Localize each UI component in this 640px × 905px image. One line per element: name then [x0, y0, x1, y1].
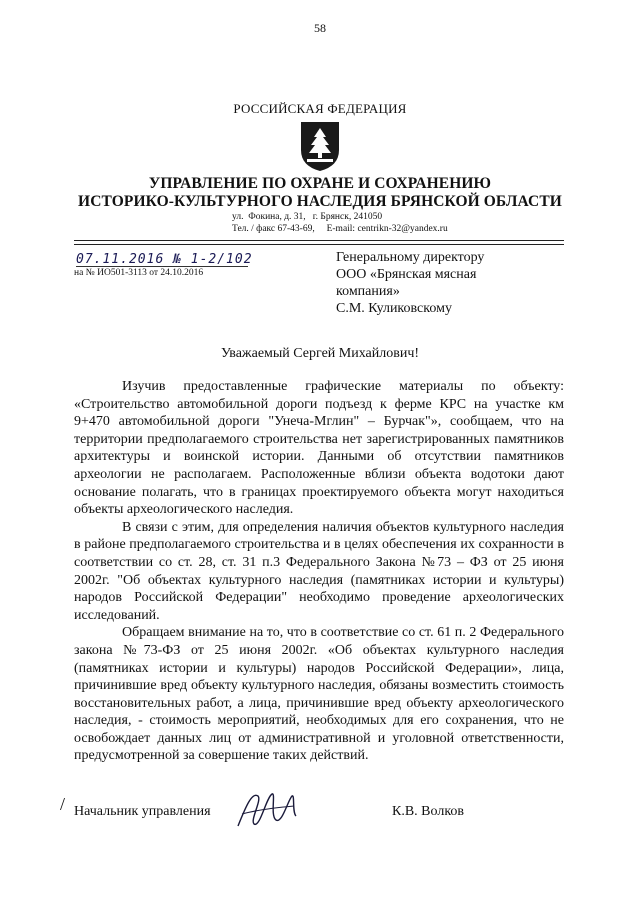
reference-underline — [76, 266, 248, 267]
organization-name-line1: УПРАВЛЕНИЕ ПО ОХРАНЕ И СОХРАНЕНИЮ — [148, 175, 492, 192]
body-paragraph: В связи с этим, для определения наличия объектов культурного наследия в районе предполагаемого строительства и в целях обеспечения их сохранности в соответствии со ст. 28, ст. 31 п.3 Федерального Закона №73 – ФЗ от 25 июня 2002г. "Об объектах культурного наследия (памятниках истории и культуры) народов Российской Федерации" необходимо проведение археологических исследований. — [74, 519, 564, 623]
header-divider-thin — [74, 244, 564, 245]
recipient-line: Генеральному директору — [336, 250, 485, 265]
letter-body — [74, 378, 564, 765]
organization-name-line2: ИСТОРИКО-КУЛЬТУРНОГО НАСЛЕДИЯ БРЯНСКОЙ ОБЛАСТИ — [78, 193, 562, 210]
organization-contacts: Тел. / факс 67-43-69, E-mail: centrikn-32@yandex.ru — [232, 224, 448, 234]
signer-title: Начальник управления — [74, 804, 211, 819]
country-title: РОССИЙСКАЯ ФЕДЕРАЦИЯ — [233, 101, 407, 116]
recipient-line: компания» — [336, 284, 400, 299]
organization-address: ул. Фокина, д. 31, г. Брянск, 241050 — [232, 212, 383, 222]
outgoing-reference: 07.11.2016 № 1-2/102 — [76, 252, 253, 267]
coat-of-arms-icon — [298, 120, 342, 172]
header-divider — [74, 240, 564, 241]
incoming-reference: на № ИО501-3113 от 24.10.2016 — [74, 268, 204, 278]
recipient-line: С.М. Куликовскому — [336, 301, 452, 316]
signature-mark-icon: / — [60, 794, 66, 814]
recipient-line: ООО «Брянская мясная — [336, 267, 477, 282]
signer-name: К.В. Волков — [392, 804, 465, 819]
body-paragraph: Обращаем внимание на то, что в соответствие со ст. 61 п. 2 Федерального закона №73-ФЗ от 25 июня 2002г. «Об объектах культурного наследия (памятниках истории и культуры) народов Российской Федерации», лица, причинившие вред объекту культурного наследия, обязаны возместить стоимость восстановительных работ, а лица, причинившие вред объекту археологического наследия, - стоимость мероприятий, необходимых для его сохранения, что не освобождает данных лиц от административной и уголовной ответственности, предусмотренной за совершение таких действий. — [74, 625, 564, 764]
handwritten-signature-icon — [232, 786, 302, 834]
body-paragraph: Изучив предоставленные графические материалы по объекту: «Строительство автомобильной дороги подъезд к ферме КРС на участке км 9+470 автомобильной дороги "Унеча-Мглин" – Бурчак"», сообщаем, что на территории предполагаемого строительства нет зарегистрированных памятников архитектуры и воинской истории. Данными об отсутствии памятников археологии не располагаем. Расположенные вблизи объекта водотоки дают основание полагать, что в границах проектируемого объекта могут находиться объекты археологического наследия. — [74, 379, 564, 518]
recipient-block — [336, 249, 484, 317]
greeting: Уважаемый Сергей Михайлович! — [220, 346, 420, 361]
page-number: 58 — [314, 21, 326, 35]
